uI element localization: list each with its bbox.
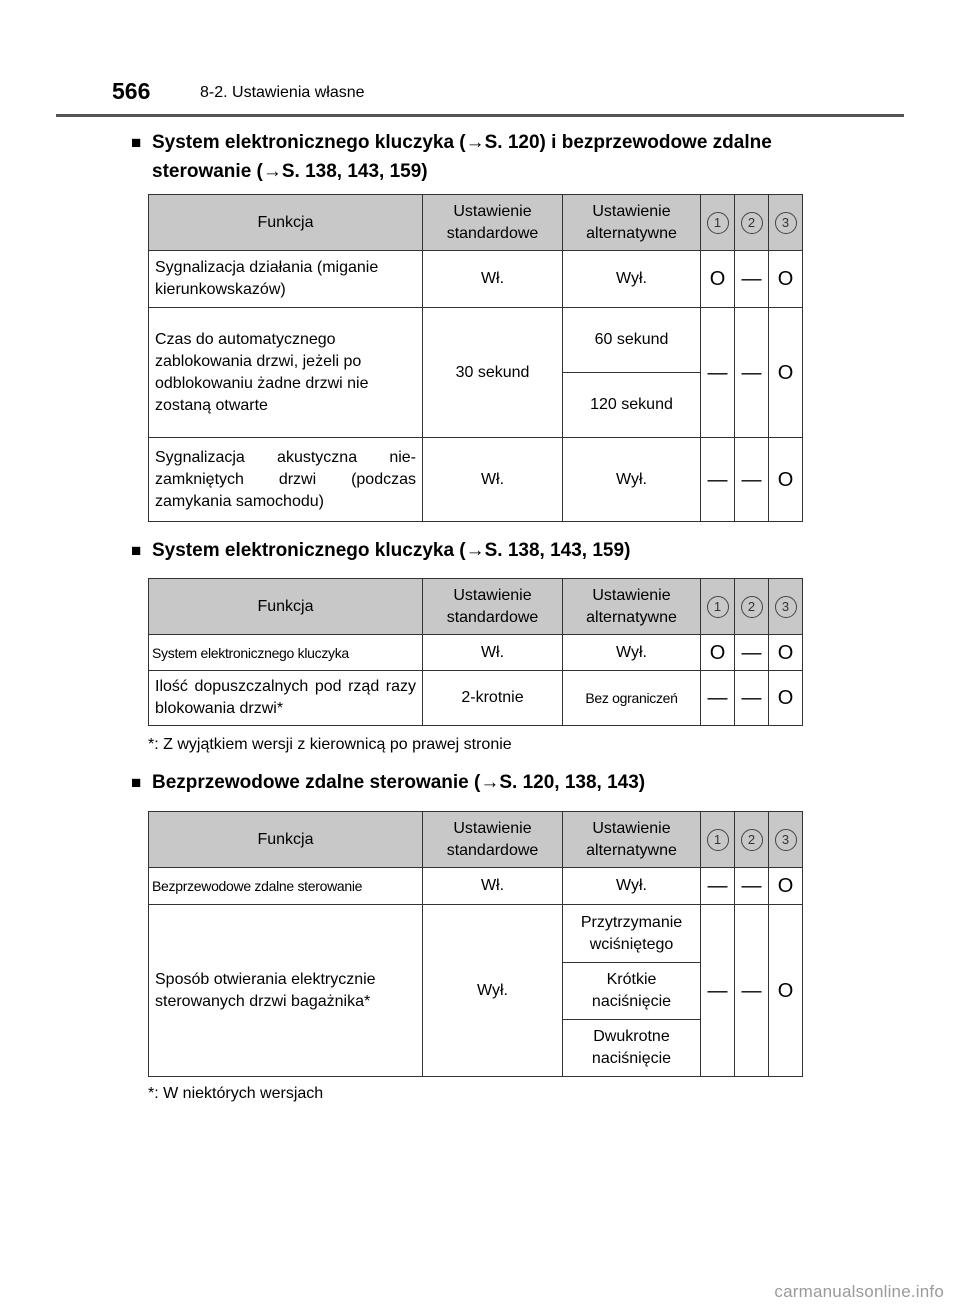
- function-cell: Sposób otwierania elektrycznie sterowanych drzwi bagażnika*: [149, 905, 423, 1077]
- footnote-2: *: W niektórych wersjach: [148, 1085, 324, 1102]
- col-alternative: Ustawienie alternatywne: [563, 195, 701, 251]
- col-default: Ustawienie standardowe: [423, 812, 563, 868]
- circle-1-icon: 1: [707, 829, 729, 851]
- circle-mark: O: [769, 438, 803, 522]
- col-alternative: Ustawienie alternatywne: [563, 579, 701, 635]
- circle-mark: O: [769, 635, 803, 671]
- col-2: [735, 812, 769, 868]
- header-divider: [56, 114, 904, 117]
- circle-2-icon: 2: [741, 596, 763, 618]
- dash-mark: —: [735, 671, 769, 726]
- default-cell: 2-krotnie: [423, 671, 563, 726]
- default-cell: 30 sekund: [423, 308, 563, 438]
- col-3: [769, 195, 803, 251]
- dash-mark: —: [735, 438, 769, 522]
- function-cell: Bezprzewodowe zdalne sterowanie: [149, 868, 423, 905]
- circle-2-icon: 2: [741, 212, 763, 234]
- section1-title-text: System elektronicznego kluczyka (→S. 120) i bezprzewodowe zdalne sterowanie (→S. 138, 143, 159): [152, 132, 772, 182]
- dash-mark: —: [735, 868, 769, 905]
- table-header-row: [149, 812, 803, 868]
- circle-mark: O: [769, 251, 803, 308]
- circle-mark: O: [769, 868, 803, 905]
- table-row: [149, 308, 803, 373]
- circle-3-icon: 3: [775, 829, 797, 851]
- section1-title: [131, 128, 812, 186]
- col-1: [701, 579, 735, 635]
- default-cell: Wł.: [423, 635, 563, 671]
- alternative-cell: Krótkie naciśnięcie: [563, 963, 701, 1020]
- circle-mark: O: [769, 671, 803, 726]
- alternative-cell: 60 sekund: [563, 308, 701, 373]
- default-cell: Wył.: [423, 905, 563, 1077]
- col-2: [735, 579, 769, 635]
- col-default: Ustawienie standardowe: [423, 579, 563, 635]
- dash-mark: —: [701, 905, 735, 1077]
- default-cell: Wł.: [423, 438, 563, 522]
- circle-1-icon: 1: [707, 212, 729, 234]
- col-alternative: Ustawienie alternatywne: [563, 812, 701, 868]
- table-header-row: [149, 195, 803, 251]
- table-row: [149, 671, 803, 726]
- alternative-cell: Wył.: [563, 438, 701, 522]
- alternative-cell: Wył.: [563, 635, 701, 671]
- function-cell: Czas do automatycznego zablokowania drzwi, jeżeli po odblokowaniu żadne drzwi nie zostaną otwarte: [149, 308, 423, 438]
- table-row: [149, 905, 803, 963]
- dash-mark: —: [735, 308, 769, 438]
- alternative-cell: Dwukrotne naciśnięcie: [563, 1020, 701, 1077]
- dash-mark: —: [701, 868, 735, 905]
- col-default: Ustawienie standardowe: [423, 195, 563, 251]
- circle-3-icon: 3: [775, 212, 797, 234]
- circle-2-icon: 2: [741, 829, 763, 851]
- footnote-1: *: Z wyjątkiem wersji z kierownicą po prawej stronie: [148, 736, 512, 753]
- col-function: Funkcja: [149, 579, 423, 635]
- function-cell: Ilość dopuszczalnych pod rząd razy blokowania drzwi*: [149, 671, 423, 726]
- col-3: [769, 812, 803, 868]
- page-number: 566: [112, 78, 151, 104]
- bullet-square-icon: ■: [131, 773, 142, 792]
- dash-mark: —: [735, 905, 769, 1077]
- function-cell: Sygnalizacja akustyczna nie-zamkniętych drzwi (podczas zamykania samochodu): [149, 438, 423, 522]
- dash-mark: —: [701, 671, 735, 726]
- col-function: Funkcja: [149, 195, 423, 251]
- circle-mark: O: [769, 308, 803, 438]
- section-label: 8-2. Ustawienia własne: [200, 84, 365, 101]
- section2-title: [131, 536, 812, 565]
- table-row: [149, 251, 803, 308]
- col-3: [769, 579, 803, 635]
- col-1: [701, 812, 735, 868]
- bullet-square-icon: ■: [131, 133, 142, 152]
- dash-mark: —: [701, 308, 735, 438]
- default-cell: Wł.: [423, 868, 563, 905]
- circle-1-icon: 1: [707, 596, 729, 618]
- section3-title-text: Bezprzewodowe zdalne sterowanie (→S. 120, 138, 143): [152, 772, 646, 793]
- dash-mark: —: [701, 438, 735, 522]
- circle-mark: O: [701, 635, 735, 671]
- circle-mark: O: [701, 251, 735, 308]
- function-cell: System elektronicznego kluczyka: [149, 635, 423, 671]
- alternative-cell: Wył.: [563, 251, 701, 308]
- settings-table-3: [148, 811, 803, 1077]
- dash-mark: —: [735, 635, 769, 671]
- alternative-cell: Przytrzymanie wciśniętego: [563, 905, 701, 963]
- col-1: [701, 195, 735, 251]
- function-cell: Sygnalizacja działania (miganie kierunkowskazów): [149, 251, 423, 308]
- alternative-cell: Bez ograniczeń: [563, 671, 701, 726]
- col-2: [735, 195, 769, 251]
- col-function: Funkcja: [149, 812, 423, 868]
- circle-3-icon: 3: [775, 596, 797, 618]
- alternative-cell: Wył.: [563, 868, 701, 905]
- settings-table-2: [148, 578, 803, 726]
- table-row: [149, 868, 803, 905]
- circle-mark: O: [769, 905, 803, 1077]
- section3-title: [131, 768, 812, 797]
- bullet-square-icon: ■: [131, 541, 142, 560]
- default-cell: Wł.: [423, 251, 563, 308]
- settings-table-1: [148, 194, 803, 522]
- dash-mark: —: [735, 251, 769, 308]
- alternative-cell: 120 sekund: [563, 373, 701, 438]
- table-header-row: [149, 579, 803, 635]
- watermark: carmanualsonline.info: [774, 1282, 944, 1301]
- section2-title-text: System elektronicznego kluczyka (→S. 138, 143, 159): [152, 540, 631, 561]
- table-row: [149, 438, 803, 522]
- table-row: [149, 635, 803, 671]
